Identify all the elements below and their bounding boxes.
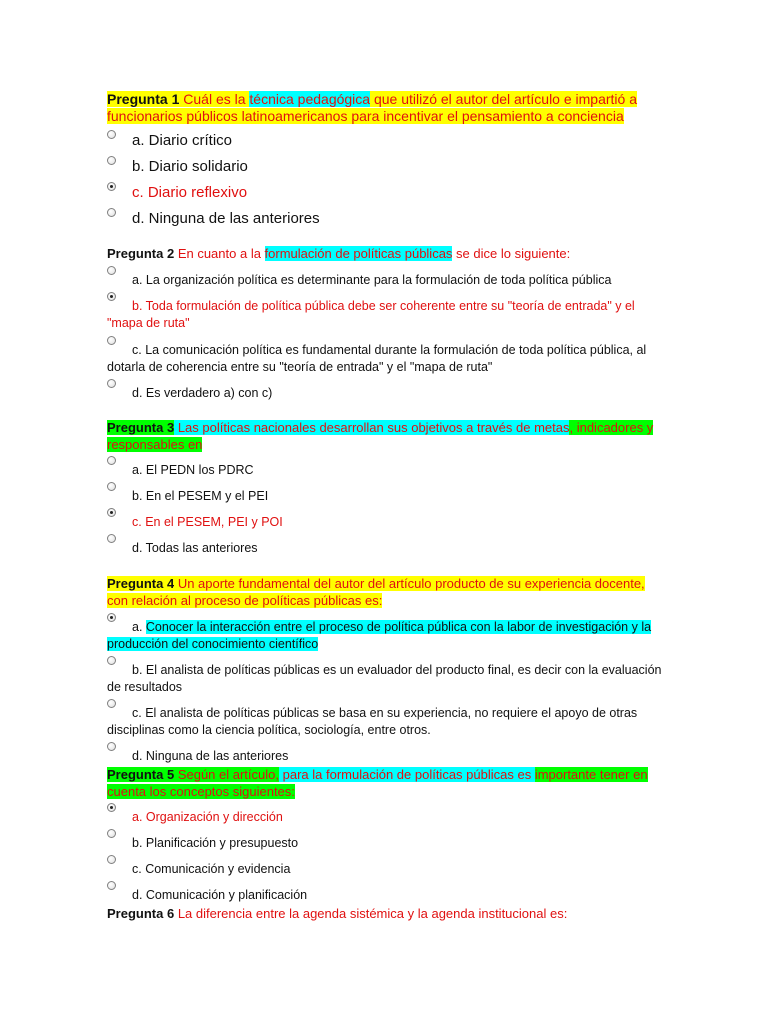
question-label: Pregunta 5 (107, 767, 175, 782)
option-label: d. Todas las anteriores (132, 541, 258, 555)
radio-button[interactable] (107, 855, 116, 864)
radio-button-checked[interactable] (107, 803, 116, 812)
radio-button[interactable] (107, 881, 116, 890)
option-label: c. La comunicación política es fundamental durante la formulación de toda política pública, al dotarla de coherencia entre su "teoría de entrada" y el "mapa de ruta" (107, 343, 647, 374)
option-label: d. Es verdadero a) con c) (132, 386, 273, 400)
question-text-part: que utilizó el autor del artículo e impartió a funcionarios públicos latinoamericanos para incentivar el pensamiento a conciencia (107, 91, 638, 124)
question-1-title (107, 91, 667, 125)
option-label: a. La organización política es determinante para la formulación de toda política pública (132, 273, 612, 287)
option-label: d. Ninguna de las anteriores (132, 749, 289, 763)
option-label: c. Comunicación y evidencia (132, 862, 291, 876)
question-5-option-d[interactable] (107, 887, 667, 904)
question-1-option-a[interactable] (107, 132, 667, 150)
radio-button-checked[interactable] (107, 292, 116, 301)
question-4-title (107, 575, 667, 609)
radio-button[interactable] (107, 829, 116, 838)
option-label: c. Diario reflexivo (132, 184, 248, 201)
option-label: d. Ninguna de las anteriores (132, 210, 320, 227)
radio-button[interactable] (107, 534, 116, 543)
question-4-option-a[interactable] (107, 619, 667, 653)
question-5-option-a[interactable] (107, 809, 667, 826)
radio-button[interactable] (107, 130, 116, 139)
question-3-option-c[interactable] (107, 514, 667, 531)
radio-button[interactable] (107, 456, 116, 465)
question-text-part: técnica pedagógica (249, 91, 371, 107)
question-text-part: Las políticas nacionales desarrollan sus objetivos a través de metas (174, 420, 570, 435)
question-3-option-a[interactable] (107, 462, 667, 479)
option-label: b. Toda formulación de política pública debe ser coherente entre su "teoría de entrada" y el "mapa de ruta" (107, 299, 635, 330)
question-1-option-d[interactable] (107, 210, 667, 228)
question-text-part: Cuál es la (179, 91, 250, 107)
question-text-part: La diferencia entre la agenda sistémica y la agenda institucional es: (174, 906, 568, 921)
option-label: c. En el PESEM, PEI y POI (132, 515, 283, 529)
option-label: b. Planificación y presupuesto (132, 836, 299, 850)
radio-button[interactable] (107, 482, 116, 491)
radio-button[interactable] (107, 156, 116, 165)
radio-button[interactable] (107, 208, 116, 217)
question-4-option-b[interactable] (107, 662, 667, 696)
question-4-option-d[interactable] (107, 748, 667, 765)
option-label: Conocer la interacción entre el proceso de política pública con la labor de investigación y la producción del conocimiento científico (107, 620, 652, 651)
question-label: Pregunta 1 (107, 91, 180, 107)
option-label: a. Diario crítico (132, 132, 233, 149)
question-5-option-c[interactable] (107, 861, 667, 878)
option-label: b. El analista de políticas públicas es un evaluador del producto final, es decir con la evaluación de resultados (107, 663, 662, 694)
radio-button[interactable] (107, 742, 116, 751)
option-label: d. Comunicación y planificación (132, 888, 308, 902)
question-label: Pregunta 4 (107, 576, 175, 591)
question-3-title (107, 419, 667, 453)
question-1-option-b[interactable] (107, 158, 667, 176)
question-2-option-b[interactable] (107, 298, 667, 332)
radio-button-checked[interactable] (107, 613, 116, 622)
question-4-option-c[interactable] (107, 705, 667, 739)
option-prefix: a. (132, 620, 146, 634)
question-3-option-b[interactable] (107, 488, 667, 505)
question-6-title (107, 905, 667, 922)
question-3-option-d[interactable] (107, 540, 667, 557)
question-label: Pregunta 6 (107, 906, 175, 921)
radio-button-checked[interactable] (107, 508, 116, 517)
question-5-title (107, 766, 667, 800)
question-text-part: Un aporte fundamental del autor del artículo producto de su experiencia docente, con relación al proceso de políticas públicas es: (107, 576, 645, 608)
question-text-part: para la formulación de políticas públicas es (279, 767, 535, 782)
option-label: a. El PEDN los PDRC (132, 463, 254, 477)
question-text-part: En cuanto a la (174, 246, 265, 261)
radio-button[interactable] (107, 336, 116, 345)
option-label: b. En el PESEM y el PEI (132, 489, 269, 503)
radio-button[interactable] (107, 266, 116, 275)
radio-button[interactable] (107, 656, 116, 665)
question-text-part: formulación de políticas públicas (264, 246, 453, 261)
question-text-part: Según el artículo, (174, 767, 279, 782)
question-1-option-c[interactable] (107, 184, 667, 202)
question-label: Pregunta 3 (107, 420, 175, 435)
radio-button[interactable] (107, 379, 116, 388)
question-2-option-a[interactable] (107, 272, 667, 289)
question-2-title (107, 245, 667, 262)
question-2-option-c[interactable] (107, 342, 667, 376)
option-label: a. Organización y dirección (132, 810, 283, 824)
question-label: Pregunta 2 (107, 246, 175, 261)
question-text-part: importante tener en cuenta los conceptos siguientes: (107, 767, 648, 799)
option-label: c. El analista de políticas públicas se basa en su experiencia, no requiere el apoyo de otras disciplinas como la ciencia política, sociología, entre otros. (107, 706, 638, 737)
option-label: b. Diario solidario (132, 158, 248, 175)
question-text-part: se dice lo siguiente: (452, 246, 571, 261)
question-text-part: , indicadores y responsables en (107, 420, 654, 452)
question-5-option-b[interactable] (107, 835, 667, 852)
question-2-option-d[interactable] (107, 385, 667, 402)
radio-button-checked[interactable] (107, 182, 116, 191)
radio-button[interactable] (107, 699, 116, 708)
